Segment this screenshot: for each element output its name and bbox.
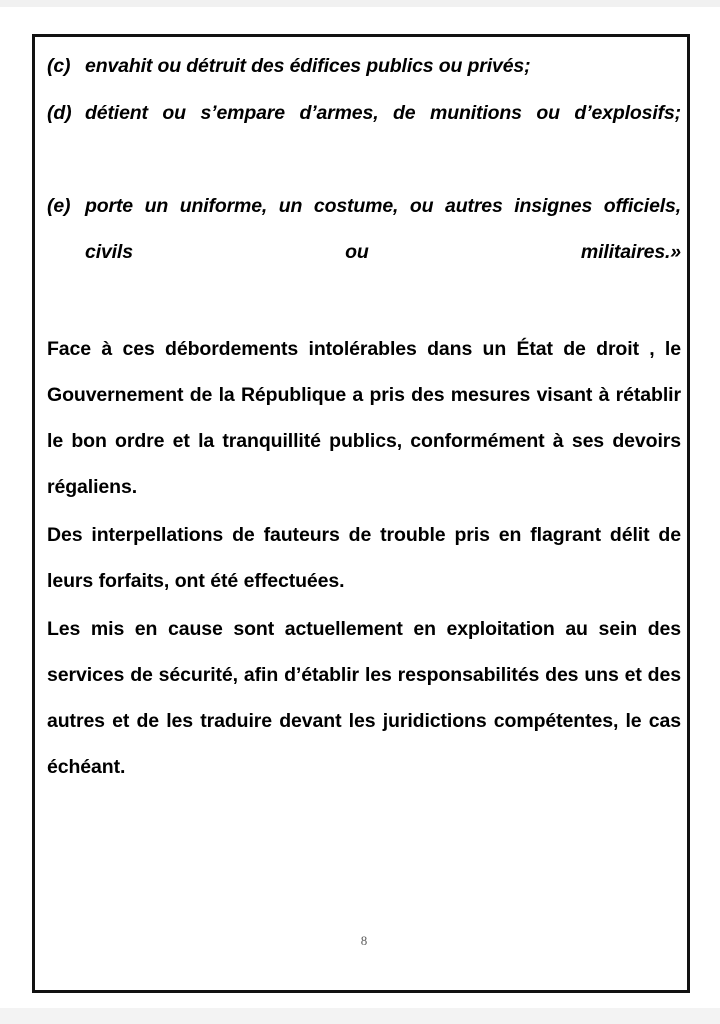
- clause-text-e: porte un uniforme, un costume, ou autres insignes officiels, civils ou militaires.»: [85, 195, 681, 263]
- page-number: 8: [360, 933, 368, 948]
- clause-marker-d: (d): [47, 102, 72, 124]
- clause-e: [47, 183, 681, 321]
- paragraph-investigation: Les mis en cause sont actuellement en exploitation au sein des services de sécurité, afin d’établir les responsabilités des uns et des autres et de les traduire devant les juridictions compétentes, le cas échéant.: [47, 618, 681, 778]
- clause-c: [47, 43, 681, 89]
- page-top-edge: [0, 0, 720, 7]
- clause-marker-c: (c): [47, 55, 71, 77]
- page-bottom-edge: [0, 1008, 720, 1024]
- clause-d: [47, 90, 681, 182]
- page-border-frame: [32, 34, 690, 993]
- paragraph-measures: Face à ces débordements intolérables dans un État de droit , le Gouvernement de la République a pris des mesures visant à rétablir le bon ordre et la tranquillité publics, conformément à ses devoirs régaliens.: [47, 338, 681, 498]
- page-content: [47, 43, 681, 973]
- clause-text-c: envahit ou détruit des édifices publics ou privés;: [85, 55, 531, 77]
- clause-marker-e: (e): [47, 195, 71, 217]
- paragraph-arrests: Des interpellations de fauteurs de trouble pris en flagrant délit de leurs forfaits, ont été effectuées.: [47, 524, 681, 592]
- clause-text-d: détient ou s’empare d’armes, de munitions ou d’explosifs;: [85, 102, 681, 124]
